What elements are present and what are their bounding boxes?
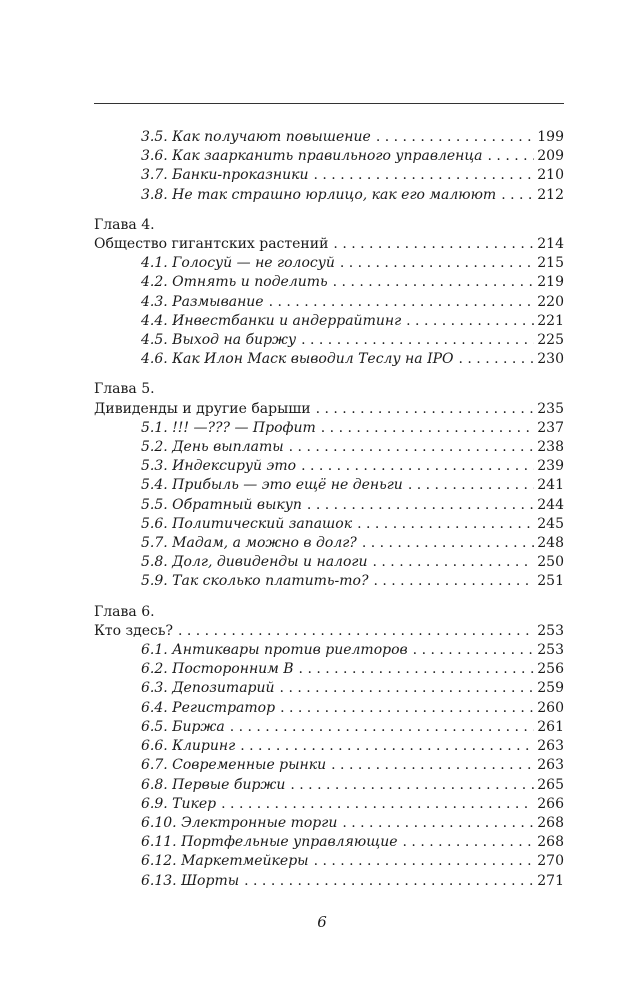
toc-entry: [94, 128, 564, 147]
toc-entry-page: 263: [537, 757, 564, 774]
toc-entry-title: 6.10. Электронные торги: [141, 814, 338, 831]
toc-entry-title: 4.2. Отнять и поделить: [141, 274, 328, 291]
toc-entry-page: 261: [537, 718, 564, 735]
toc-entry-title: 5.9. Так сколько платить-то?: [141, 573, 369, 590]
dot-leader: [280, 679, 535, 698]
toc-entry-page: 271: [537, 872, 564, 889]
toc-entry-page: 225: [537, 332, 564, 349]
toc-entry: [94, 496, 564, 515]
toc-entry-title: 6.9. Тикер: [141, 795, 217, 812]
toc-entry: [94, 350, 564, 369]
toc-entry-title: 5.8. Долг, дивиденды и налоги: [141, 554, 368, 571]
toc-chapter-title: [94, 235, 564, 254]
toc-entry: [94, 147, 564, 166]
toc-entry-page: 239: [537, 458, 564, 475]
toc-entry-page: 256: [537, 661, 564, 678]
toc-entry: [94, 833, 564, 852]
dot-leader: [333, 273, 535, 292]
toc-entry-title: 6.7. Современные рынки: [141, 757, 327, 774]
toc-entry: [94, 312, 564, 331]
toc-entry-title: 6.8. Первые биржи: [141, 776, 286, 793]
chapter-page: 214: [537, 236, 564, 253]
dot-leader: [408, 476, 534, 495]
toc-entry: [94, 515, 564, 534]
toc-entry-title: 6.6. Клиринг: [141, 738, 236, 755]
toc-entry-page: 220: [537, 293, 564, 310]
toc-entry: [94, 534, 564, 553]
dot-leader: [316, 400, 535, 419]
chapter-page: 235: [537, 400, 564, 417]
toc-entry: [94, 737, 564, 756]
toc-entry-title: 6.2. Посторонним В: [141, 661, 294, 678]
dot-leader: [240, 737, 534, 756]
dot-leader: [314, 852, 535, 871]
chapter-page: 253: [537, 622, 564, 639]
toc-entry-page: 270: [537, 853, 564, 870]
toc-entry: [94, 776, 564, 795]
dot-leader: [290, 776, 534, 795]
dot-leader: [357, 515, 534, 534]
page-number: 6: [317, 913, 327, 931]
dot-leader: [413, 641, 535, 660]
toc-entry: [94, 872, 564, 891]
toc-entry-title: 5.6. Политический запашок: [141, 515, 353, 532]
toc-entry-title: 3.6. Как заарканить правильного управленца: [141, 148, 483, 165]
toc-entry-page: 212: [537, 186, 564, 203]
chapter-label: Глава 4.: [94, 216, 155, 233]
toc-entry-title: 5.2. День выплаты: [141, 439, 284, 456]
toc-entry-page: 259: [537, 680, 564, 697]
toc-entry: [94, 756, 564, 775]
toc-entry-title: 5.3. Индексируй это: [141, 458, 297, 475]
toc-entry: [94, 186, 564, 205]
toc-entry: [94, 852, 564, 871]
toc-entry-title: 6.11. Портфельные управляющие: [141, 834, 398, 851]
dot-leader: [280, 699, 534, 718]
toc-entry-title: 4.6. Как Илон Маск выводил Теслу на IPO: [141, 351, 454, 368]
toc-entry-page: 209: [537, 148, 564, 165]
toc-entry-title: 6.5. Биржа: [141, 718, 225, 735]
toc-entry: [94, 660, 564, 679]
toc-entry-page: 263: [537, 738, 564, 755]
dot-leader: [307, 496, 534, 515]
toc-entry-page: 241: [537, 477, 564, 494]
dot-leader: [244, 872, 534, 891]
dot-leader: [299, 660, 535, 679]
dot-leader: [362, 534, 534, 553]
dot-leader: [314, 166, 535, 185]
toc-entry-page: 245: [537, 515, 564, 532]
toc-entry: [94, 254, 564, 273]
dot-leader: [403, 833, 535, 852]
chapter-label: Глава 5.: [94, 381, 155, 398]
dot-leader: [373, 572, 534, 591]
toc-entry-title: 6.12. Маркетмейкеры: [141, 853, 309, 870]
toc-entry-title: 4.3. Размывание: [141, 293, 264, 310]
chapter-title: Кто здесь?: [94, 622, 173, 639]
toc-entry-title: 4.4. Инвестбанки и андеррайтинг: [141, 312, 402, 329]
chapter-title: Дивиденды и другие барыши: [94, 400, 311, 417]
toc-entry: [94, 572, 564, 591]
dot-leader: [340, 254, 534, 273]
toc-entry-title: 6.3. Депозитарий: [141, 680, 275, 697]
toc-entry-page: 251: [537, 573, 564, 590]
dot-leader: [178, 622, 534, 641]
dot-leader: [269, 293, 535, 312]
toc-entry-title: 3.7. Банки-проказники: [141, 167, 309, 184]
dot-leader: [221, 795, 534, 814]
toc-entry-title: 6.1. Антиквары против риелторов: [141, 642, 408, 659]
toc-entry-page: 268: [537, 814, 564, 831]
dot-leader: [301, 457, 534, 476]
toc-entry-page: 268: [537, 834, 564, 851]
toc-entry-page: 250: [537, 554, 564, 571]
toc-entry: [94, 273, 564, 292]
dot-leader: [321, 419, 535, 438]
toc-entry-page: 253: [537, 642, 564, 659]
dot-leader: [376, 128, 534, 147]
chapter-label: Глава 6.: [94, 603, 155, 620]
toc-entry: [94, 457, 564, 476]
toc-entry: [94, 331, 564, 350]
dot-leader: [406, 312, 534, 331]
dot-leader: [373, 553, 535, 572]
toc-entry-page: 219: [537, 274, 564, 291]
toc-entry-page: 221: [537, 312, 564, 329]
toc-entry-page: 238: [537, 439, 564, 456]
toc-entry: [94, 293, 564, 312]
table-of-contents: [94, 128, 564, 891]
dot-leader: [331, 756, 534, 775]
toc-entry: [94, 699, 564, 718]
toc-entry-title: 4.1. Голосуй — не голосуй: [141, 255, 335, 272]
toc-entry-title: 4.5. Выход на биржу: [141, 332, 297, 349]
toc-entry-title: 5.4. Прибыль — это ещё не деньги: [141, 477, 403, 494]
dot-leader: [459, 350, 535, 369]
toc-entry: [94, 641, 564, 660]
toc-entry-page: 248: [537, 535, 564, 552]
toc-entry-page: 265: [537, 776, 564, 793]
dot-leader: [301, 331, 534, 350]
toc-entry-title: 6.4. Регистратор: [141, 699, 276, 716]
dot-leader: [488, 147, 535, 166]
toc-entry-title: 3.5. Как получают повышение: [141, 129, 371, 145]
dot-leader: [230, 718, 535, 737]
toc-entry-title: 5.1. !!! —??? — Профит: [141, 419, 316, 436]
toc-chapter-title: [94, 622, 564, 641]
toc-entry-page: 199: [537, 129, 564, 145]
toc-entry-title: 3.8. Не так страшно юрлицо, как его малюют: [141, 186, 497, 203]
toc-entry: [94, 553, 564, 572]
toc-entry: [94, 166, 564, 185]
toc-entry: [94, 795, 564, 814]
dot-leader: [289, 438, 535, 457]
dot-leader: [333, 235, 534, 254]
chapter-title: Общество гигантских растений: [94, 236, 329, 253]
toc-entry: [94, 438, 564, 457]
toc-entry-title: 5.5. Обратный выкуп: [141, 496, 302, 513]
toc-entry-title: 6.13. Шорты: [141, 872, 240, 889]
toc-entry-page: 260: [537, 699, 564, 716]
dot-leader: [501, 186, 534, 205]
toc-entry: [94, 419, 564, 438]
toc-entry: [94, 814, 564, 833]
header-rule: [94, 103, 564, 104]
toc-entry-title: 5.7. Мадам, а можно в долг?: [141, 535, 357, 552]
dot-leader: [342, 814, 534, 833]
toc-entry: [94, 679, 564, 698]
toc-entry: [94, 718, 564, 737]
toc-entry-page: 266: [537, 795, 564, 812]
toc-entry: [94, 476, 564, 495]
toc-entry-page: 210: [537, 167, 564, 184]
toc-entry-page: 230: [537, 351, 564, 368]
toc-entry-page: 215: [537, 255, 564, 272]
toc-chapter-title: [94, 400, 564, 419]
toc-entry-page: 244: [537, 496, 564, 513]
toc-entry-page: 237: [537, 419, 564, 436]
